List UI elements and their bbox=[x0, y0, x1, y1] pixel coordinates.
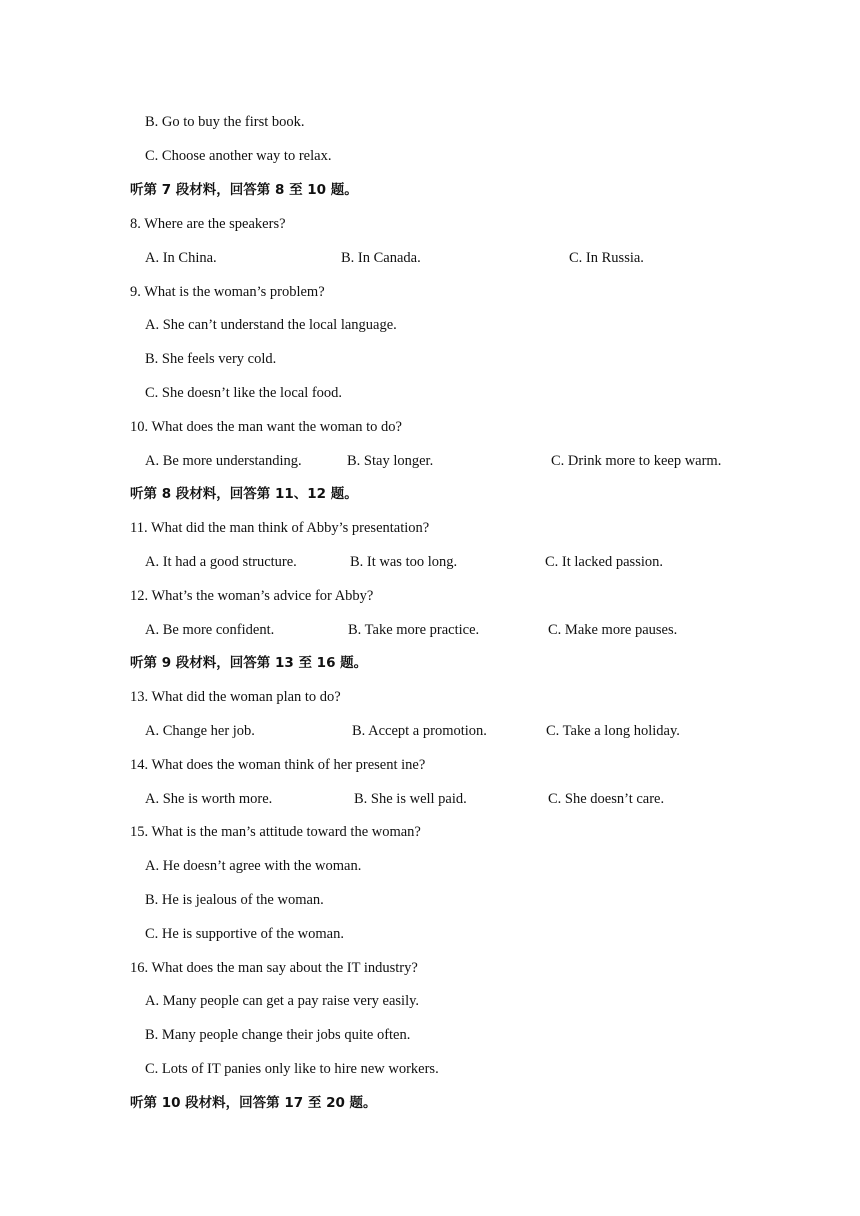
section-heading-10: 听第 10 段材料，回答第 17 至 20 题。 bbox=[130, 1095, 377, 1111]
option-10b: B. Stay longer. bbox=[347, 453, 434, 469]
option-14c: C. She doesn’t care. bbox=[548, 791, 665, 807]
option-10a: A. Be more understanding. bbox=[145, 453, 302, 469]
question-15: 15. What is the man’s attitude toward the woman? bbox=[130, 824, 421, 840]
option-11c: C. It lacked passion. bbox=[545, 554, 663, 570]
option-15c: C. He is supportive of the woman. bbox=[145, 926, 344, 942]
option-16a: A. Many people can get a pay raise very easily. bbox=[145, 993, 420, 1009]
question-11: 11. What did the man think of Abby’s presentation? bbox=[130, 520, 430, 536]
question-12: 12. What’s the woman’s advice for Abby? bbox=[130, 588, 374, 604]
section-heading-9: 听第 9 段材料，回答第 13 至 16 题。 bbox=[130, 655, 368, 671]
option-14a: A. She is worth more. bbox=[145, 791, 273, 807]
option-13b: B. Accept a promotion. bbox=[352, 723, 487, 739]
option-line: C. Choose another way to relax. bbox=[145, 148, 332, 164]
option-13a: A. Change her job. bbox=[145, 723, 255, 739]
question-16: 16. What does the man say about the IT industry? bbox=[130, 960, 418, 976]
option-16b: B. Many people change their jobs quite often. bbox=[145, 1027, 411, 1043]
option-15b: B. He is jealous of the woman. bbox=[145, 892, 324, 908]
option-9a: A. She can’t understand the local language. bbox=[145, 317, 397, 333]
option-13c: C. Take a long holiday. bbox=[546, 723, 680, 739]
option-10c: C. Drink more to keep warm. bbox=[551, 453, 722, 469]
option-14b: B. She is well paid. bbox=[354, 791, 467, 807]
option-12b: B. Take more practice. bbox=[348, 622, 480, 638]
question-10: 10. What does the man want the woman to do? bbox=[130, 419, 402, 435]
option-12a: A. Be more confident. bbox=[145, 622, 275, 638]
section-heading-7: 听第 7 段材料，回答第 8 至 10 题。 bbox=[130, 182, 358, 198]
option-8c: C. In Russia. bbox=[569, 250, 644, 266]
question-8: 8. Where are the speakers? bbox=[130, 216, 286, 232]
option-12c: C. Make more pauses. bbox=[548, 622, 678, 638]
option-8a: A. In China. bbox=[145, 250, 217, 266]
option-15a: A. He doesn’t agree with the woman. bbox=[145, 858, 362, 874]
option-9b: B. She feels very cold. bbox=[145, 351, 277, 367]
question-13: 13. What did the woman plan to do? bbox=[130, 689, 341, 705]
option-16c: C. Lots of IT panies only like to hire new workers. bbox=[145, 1061, 439, 1077]
section-heading-8: 听第 8 段材料，回答第 11、12 题。 bbox=[130, 486, 358, 502]
option-line: B. Go to buy the first book. bbox=[145, 114, 305, 130]
option-9c: C. She doesn’t like the local food. bbox=[145, 385, 343, 401]
option-11b: B. It was too long. bbox=[350, 554, 458, 570]
option-11a: A. It had a good structure. bbox=[145, 554, 297, 570]
option-8b: B. In Canada. bbox=[341, 250, 421, 266]
question-9: 9. What is the woman’s problem? bbox=[130, 284, 325, 300]
question-14: 14. What does the woman think of her present ine? bbox=[130, 757, 426, 773]
